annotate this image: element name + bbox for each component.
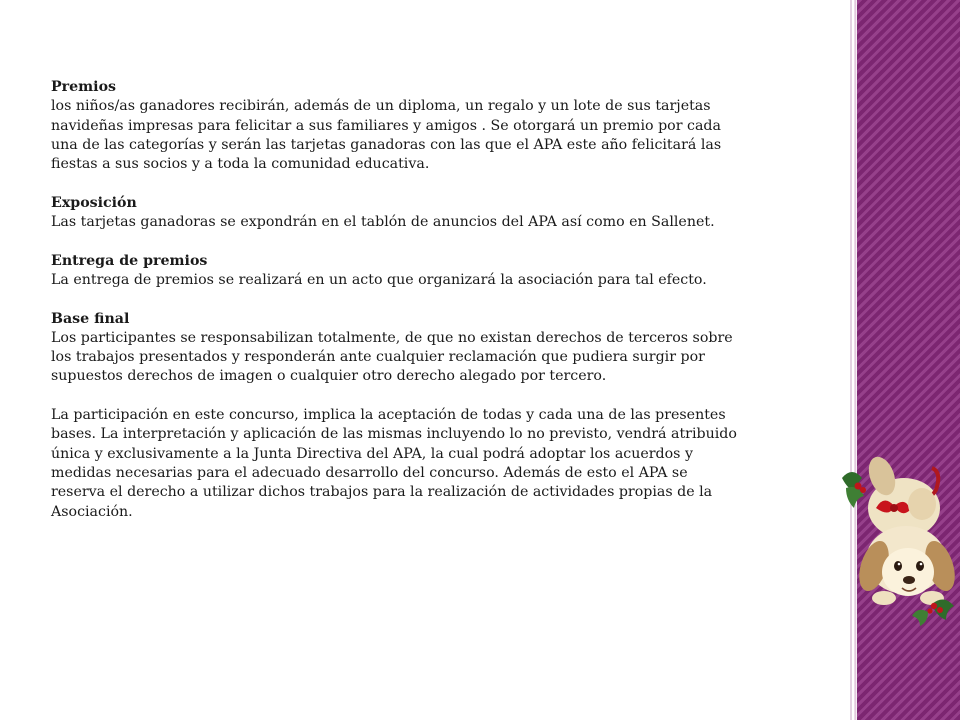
section-text: Los participantes se responsabilizan totalmente, de que no existan derechos de terceros sobre los trabajos presentados y responderán ante cualquier reclamación que pudiera surgir por supuestos derechos de imagen o cualquier otro derecho alegado por tercero.	[51, 329, 733, 385]
section-premios	[51, 78, 741, 174]
section-heading: Entrega de premios	[51, 252, 208, 269]
holly-icon	[912, 599, 954, 626]
holly-icon	[842, 472, 866, 508]
section-entrega-de-premios	[51, 252, 741, 291]
document-body	[51, 78, 741, 541]
section-heading: Exposición	[51, 194, 137, 211]
section-heading: Premios	[51, 79, 117, 95]
section-heading: Base final	[51, 310, 130, 327]
section-base-final	[51, 310, 741, 387]
closing-text: La participación en este concurso, implica la aceptación de todas y cada una de las presentes bases. La interpretación y aplicación de las mismas incluyendo lo no previsto, vendrá atribuido única y exclusivamente a la Junta Directiva del APA, la cual podrá adoptar los acuerdos y medidas necesarias para el adecuado desarrollo del concurso. Además de esto el APA se reserva el derecho a utilizar dichos trabajos para la realización de actividades propias de la Asociación.	[51, 407, 737, 520]
christmas-puppies-icon	[836, 448, 960, 628]
closing-paragraph	[51, 406, 741, 522]
section-text: los niños/as ganadores recibirán, además de un diploma, un regalo y un lote de sus tarjetas navideñas impresas para felicitar a sus familiares y amigos . Se otorgará un premio por cada una de las categorías y serán las tarjetas ganadoras con las que el APA este año felicitará las fiestas a sus socios y a toda la comunidad educativa.	[51, 98, 722, 173]
section-exposicion	[51, 194, 741, 233]
section-text: Las tarjetas ganadoras se expondrán en el tablón de anuncios del APA así como en Sallenet.	[51, 214, 715, 231]
section-text: La entrega de premios se realizará en un acto que organizará la asociación para tal efecto.	[51, 271, 707, 288]
